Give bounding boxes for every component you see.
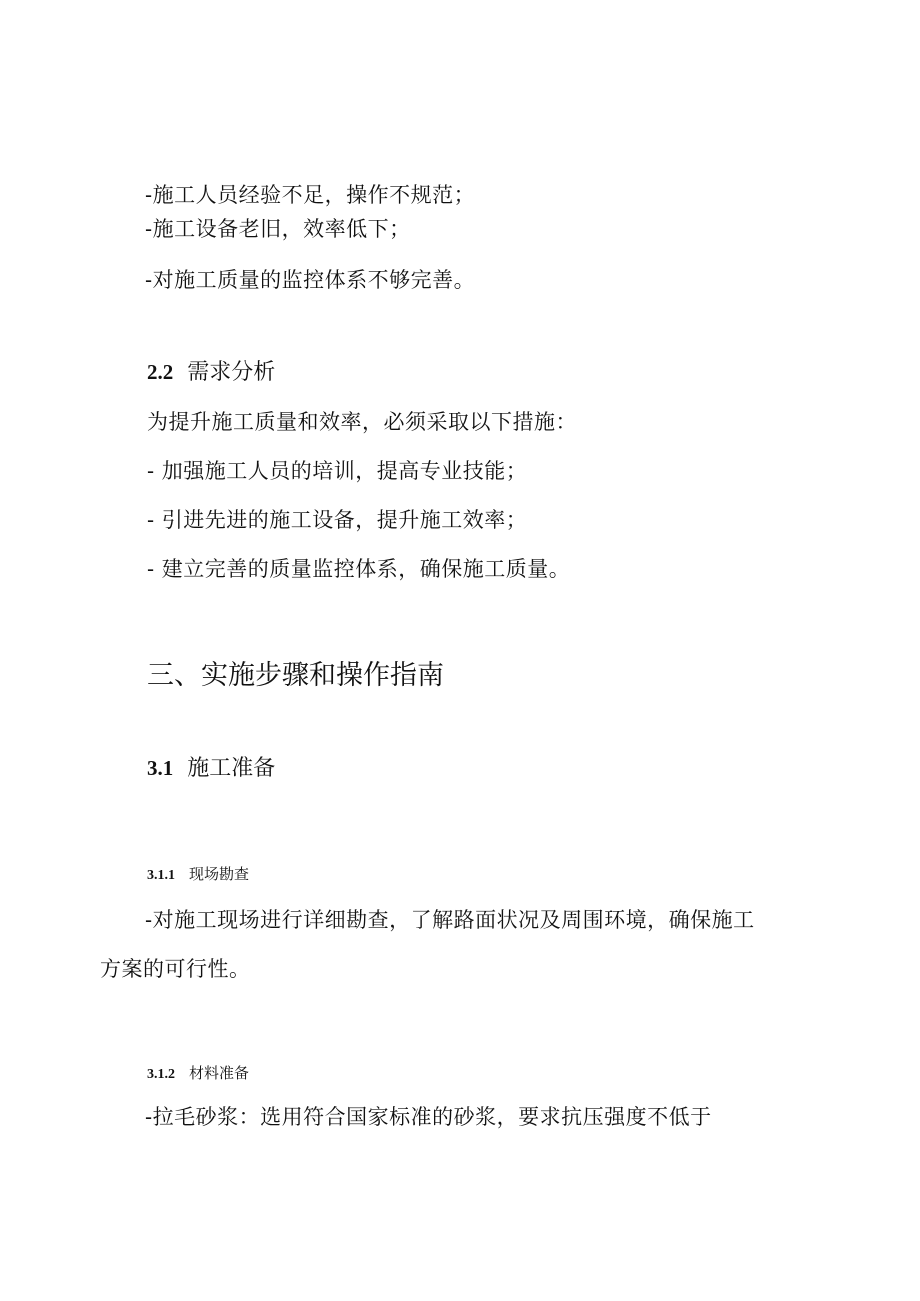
measure-item: - 建立完善的质量监控体系，确保施工质量。 [147, 557, 571, 581]
section-heading-2-2 [147, 362, 275, 384]
paragraph-line: -对施工现场进行详细勘查，了解路面状况及周围环境，确保施工 [145, 908, 755, 932]
chapter-heading: 三、实施步骤和操作指南 [147, 660, 444, 691]
section-number: 3.1 [147, 756, 174, 780]
subsection-title: 现场勘查 [189, 865, 250, 883]
issue-item: -施工人员经验不足，操作不规范； [145, 183, 476, 207]
measure-item: - 加强施工人员的培训，提高专业技能； [147, 459, 528, 483]
section-number: 2.2 [147, 360, 174, 384]
paragraph-line: 方案的可行性。 [100, 957, 251, 981]
subsection-number: 3.1.1 [147, 868, 175, 883]
subsection-heading-3-1-1 [147, 867, 249, 883]
section-heading-3-1 [147, 758, 275, 780]
section-title: 施工准备 [187, 756, 276, 781]
issue-item: -施工设备老旧，效率低下； [145, 217, 411, 241]
measure-item: - 引进先进的施工设备，提升施工效率； [147, 508, 528, 532]
issue-item: -对施工质量的监控体系不够完善。 [145, 268, 476, 292]
subsection-number: 3.1.2 [147, 1067, 175, 1082]
paragraph-line: -拉毛砂浆：选用符合国家标准的砂浆，要求抗压强度不低于 [145, 1105, 712, 1129]
subsection-title: 材料准备 [189, 1064, 250, 1082]
section-intro: 为提升施工质量和效率，必须采取以下措施： [147, 410, 577, 434]
section-title: 需求分析 [187, 360, 276, 385]
subsection-heading-3-1-2 [147, 1066, 249, 1082]
